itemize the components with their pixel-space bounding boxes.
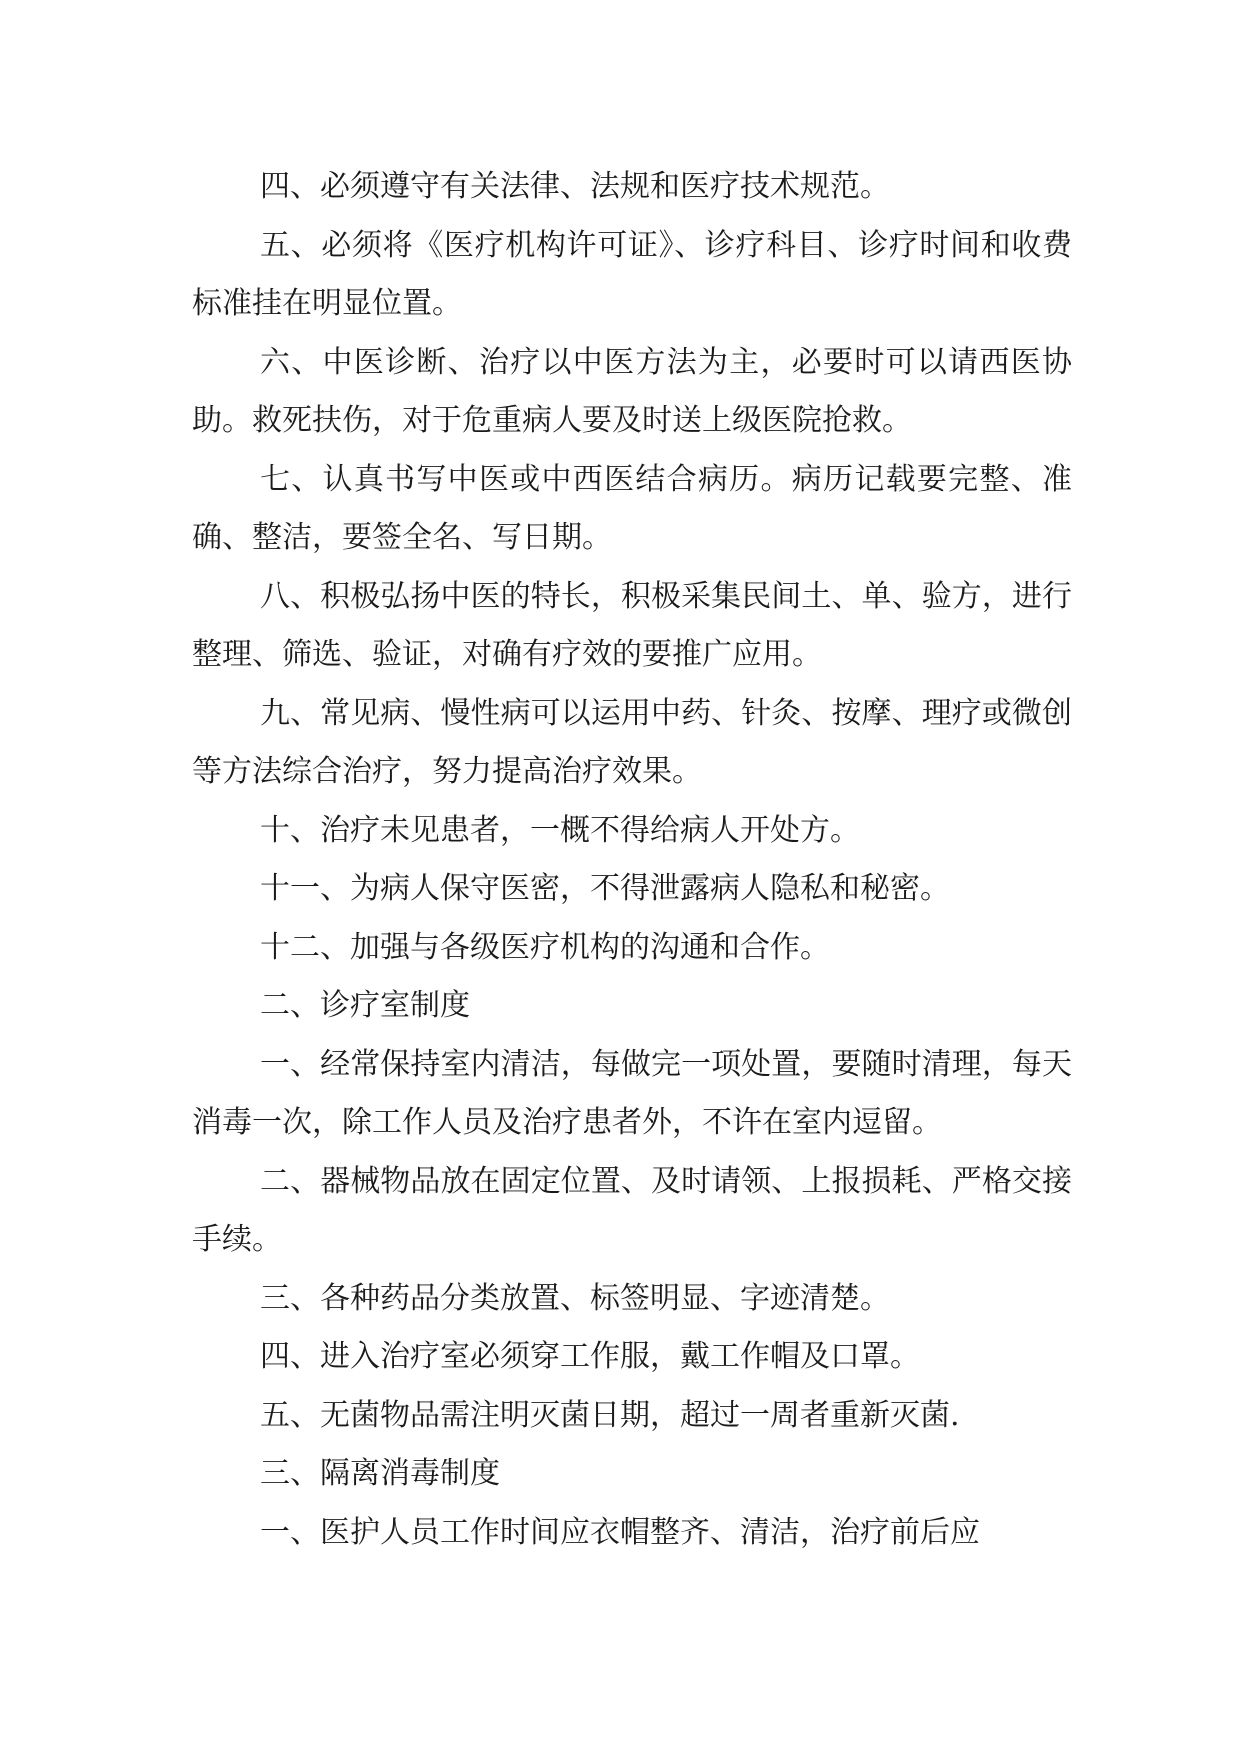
document-body xyxy=(192,158,1072,1562)
paragraph-clinic-2: 二、器械物品放在固定位置、及时请领、上报损耗、严格交接手续。 xyxy=(192,1163,1072,1257)
paragraph-rule-9: 九、常见病、慢性病可以运用中药、针灸、按摩、理疗或微创等方法综合治疗，努力提高治疗效果。 xyxy=(192,695,1072,789)
paragraph-rule-12: 十二、加强与各级医疗机构的沟通和合作。 xyxy=(260,929,830,965)
paragraph-isolation-1: 一、医护人员工作时间应衣帽整齐、清洁，治疗前后应 xyxy=(260,1514,980,1550)
paragraph-clinic-1: 一、经常保持室内清洁，每做完一项处置，要随时清理，每天消毒一次，除工作人员及治疗患者外，不许在室内逗留。 xyxy=(192,1046,1072,1140)
paragraph-rule-6: 六、中医诊断、治疗以中医方法为主，必要时可以请西医协助。救死扶伤，对于危重病人要及时送上级医院抢救。 xyxy=(192,344,1072,438)
section-heading-clinic-room: 二、诊疗室制度 xyxy=(260,988,470,1023)
paragraph-rule-10: 十、治疗未见患者，一概不得给病人开处方。 xyxy=(260,812,860,848)
paragraph-clinic-3: 三、各种药品分类放置、标签明显、字迹清楚。 xyxy=(260,1280,890,1316)
paragraph-clinic-4: 四、进入治疗室必须穿工作服，戴工作帽及口罩。 xyxy=(260,1339,920,1374)
paragraph-rule-8: 八、积极弘扬中医的特长，积极采集民间土、单、验方，进行整理、筛选、验证，对确有疗效的要推广应用。 xyxy=(192,578,1072,672)
paragraph-rule-11: 十一、为病人保守医密，不得泄露病人隐私和秘密。 xyxy=(260,871,950,906)
paragraph-rule-4: 四、必须遵守有关法律、法规和医疗技术规范。 xyxy=(260,169,890,204)
section-heading-isolation: 三、隔离消毒制度 xyxy=(260,1456,500,1491)
paragraph-rule-7: 七、认真书写中医或中西医结合病历。病历记载要完整、准确、整洁，要签全名、写日期。 xyxy=(192,461,1072,555)
paragraph-clinic-5: 五、无菌物品需注明灭菌日期，超过一周者重新灭菌. xyxy=(260,1397,960,1433)
paragraph-rule-5: 五、必须将《医疗机构许可证》、诊疗科目、诊疗时间和收费标准挂在明显位置。 xyxy=(192,227,1072,321)
